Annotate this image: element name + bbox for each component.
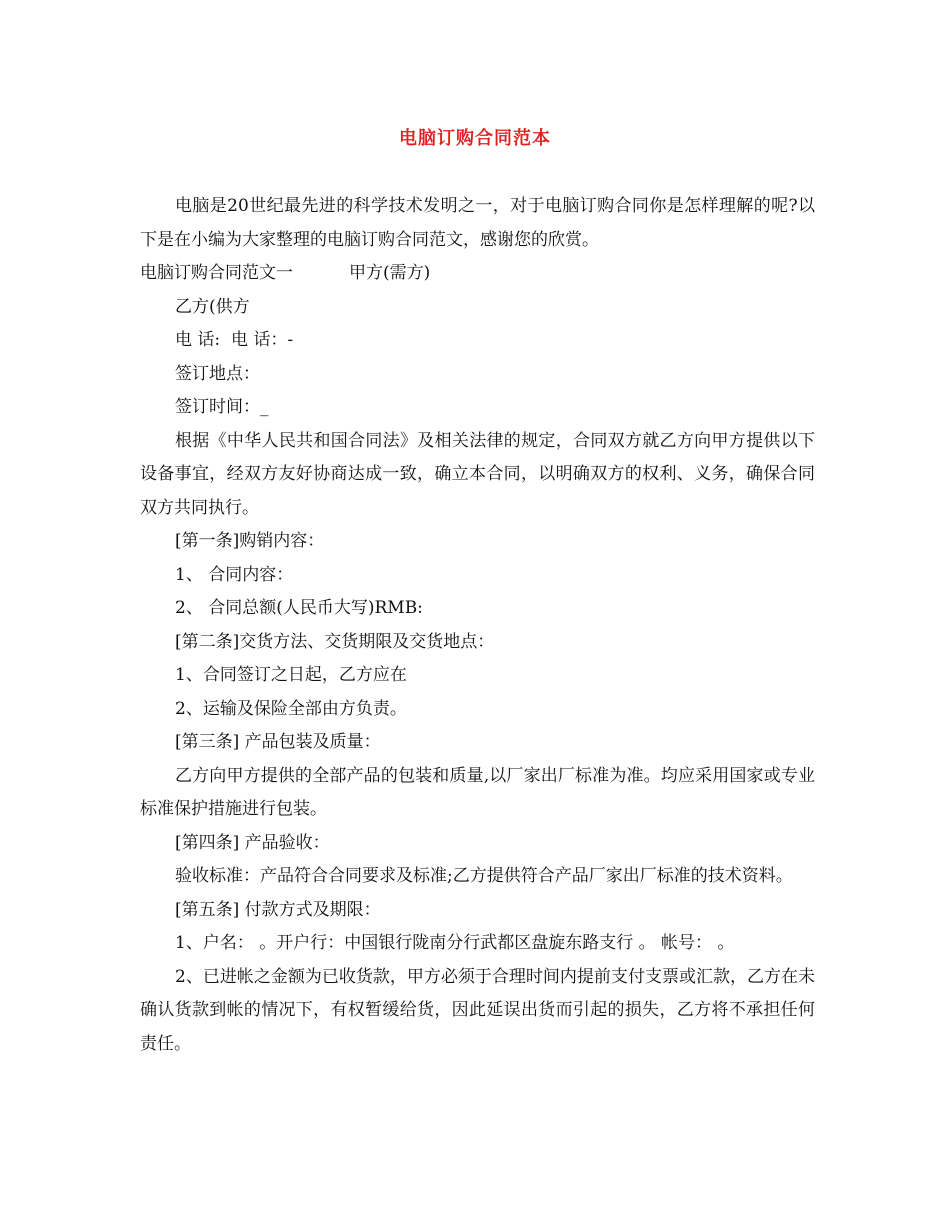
intro-paragraph: 电脑是20世纪最先进的科学技术发明之一，对于电脑订购合同你是怎样理解的呢?以下是在小编为大家整理的电脑订购合同范文，感谢您的欣赏。 (140, 196, 815, 250)
party-a-label: 甲方(需方) (349, 263, 431, 283)
article-4-heading: [第四条] 产品验收： (175, 832, 330, 853)
article-5-item-2: 2、已进帐之金额为已收货款，甲方必须于合理时间内提前支付支票或汇款，乙方在未确认货款到帐的情况下，有权暂缓给货，因此延误出货而引起的损失，乙方将不承担任何责任。 (140, 966, 815, 1054)
article-2-item-2: 2、运输及保险全部由方负责。 (175, 698, 407, 719)
sample-heading-line (140, 257, 815, 291)
article-2-heading: [第二条]交货方法、交货期限及交货地点： (175, 631, 495, 652)
article-5-item-1: 1、户名： 。开户行：中国银行陇南分行武都区盘旋东路支行 。 帐号： 。 (175, 933, 735, 953)
article-1-heading: [第一条]购销内容： (175, 531, 325, 551)
article-3-heading: [第三条] 产品包装及质量： (175, 732, 381, 752)
document-title: 电脑订购合同范本 (399, 128, 551, 149)
article-3-body: 乙方向甲方提供的全部产品的包装和质量,以厂家出厂标准为准。均应采用国家或专业标准保护措施进行包装。 (140, 765, 815, 819)
article-5-heading: [第五条] 付款方式及期限： (175, 899, 381, 920)
article-4-body: 验收标准：产品符合合同要求及标准;乙方提供符合产品厂家出厂标准的技术资料。 (175, 866, 793, 886)
article-1-item-2: 2、 合同总额(人民币大写)RMB: (175, 598, 423, 618)
legal-basis-paragraph: 根据《中华人民共和国合同法》及相关法律的规定，合同双方就乙方向甲方提供以下设备事宜，经双方友好协商达成一致，确立本合同，以明确双方的权利、义务，确保合同双方共同执行。 (140, 430, 815, 518)
party-b-label: 乙方(供方 (175, 296, 250, 317)
sample-heading: 电脑订购合同范文一 (140, 263, 293, 283)
article-1-item-1: 1、 合同内容： (175, 564, 294, 585)
article-2-item-1: 1、合同签订之日起，乙方应在 (175, 665, 407, 685)
document-body (140, 190, 815, 1061)
phone-line: 电 话: 电 话：- (175, 330, 294, 350)
signing-place: 签订地点： (175, 363, 260, 384)
signing-time: 签订时间：_ (175, 397, 269, 417)
